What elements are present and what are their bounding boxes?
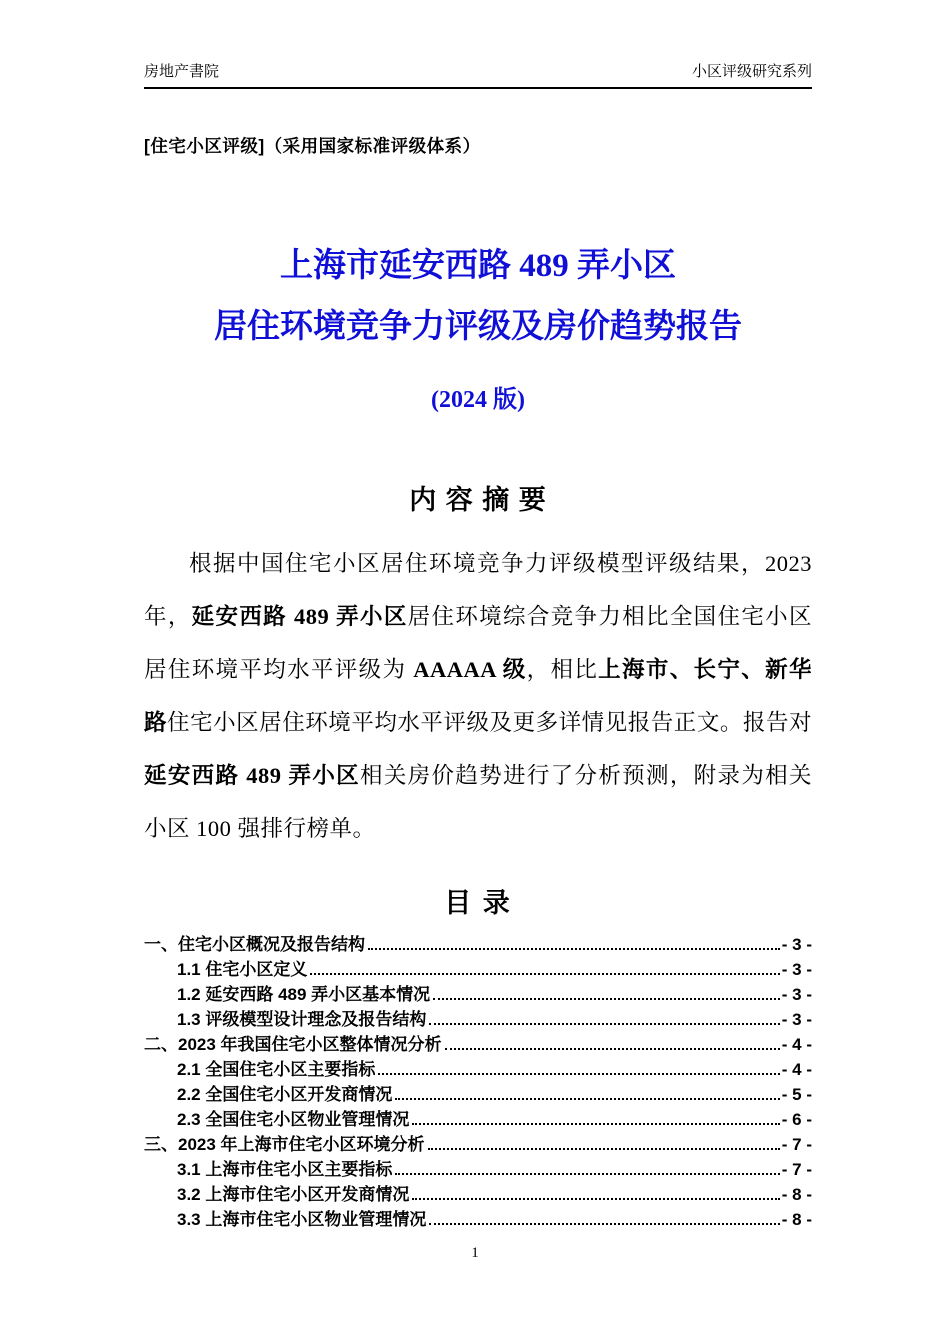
toc-heading: 目 录 [444,887,512,918]
report-type-label: [住宅小区评级]（采用国家标准评级体系） [144,136,481,156]
abstract-bold-segment: AAAAA 级 [413,656,527,682]
toc-entry[interactable] [144,932,812,957]
toc-dot-leader [445,1048,780,1050]
toc-entry[interactable] [144,1107,812,1132]
abstract-bold-segment: 延安西路 489 弄小区 [191,603,408,629]
toc-dot-leader [412,1198,779,1200]
toc-entry[interactable] [144,1157,812,1182]
toc-entry-label: 一、住宅小区概况及报告结构 [144,934,365,954]
toc-dot-leader [412,1123,779,1125]
toc-entry[interactable] [144,982,812,1007]
toc-entry-label: 1.1 住宅小区定义 [177,959,308,979]
toc-entry-page-number: - 8 - [781,1209,812,1229]
toc-entry-page-number: - 3 - [781,984,812,1004]
toc-dot-leader [433,998,780,1000]
toc-entry[interactable] [144,1082,812,1107]
toc-entry-page-number: - 3 - [781,1009,812,1029]
toc-dot-leader [428,1148,780,1150]
abstract-heading: 内 容 摘 要 [409,484,547,515]
toc-entry-page-number: - 7 - [781,1159,812,1179]
toc-entry-label: 三、2023 年上海市住宅小区环境分析 [144,1134,425,1154]
toc-dot-leader [395,1098,779,1100]
title-block [144,246,812,414]
toc-dot-leader [395,1173,779,1175]
abstract-text-segment: 根据中国住宅小区居住环境竞争力评级模型评级结果，2023 年， [144,550,812,629]
abstract-text-segment: 住宅小区居住环境平均水平评级及更多详情见报告正文。报告对 [167,709,812,735]
report-title-line1: 上海市延安西路 489 弄小区 [280,248,676,284]
toc-entry[interactable] [144,1207,812,1232]
toc-entry-label: 3.1 上海市住宅小区主要指标 [177,1159,393,1179]
toc-dot-leader [429,1023,779,1025]
toc-entry-label: 3.2 上海市住宅小区开发商情况 [177,1184,410,1204]
header-left-text: 房地产書院 [144,63,220,80]
toc-entry-label: 2.1 全国住宅小区主要指标 [177,1059,376,1079]
toc-list [144,932,812,1232]
toc-entry[interactable] [144,1182,812,1207]
toc-entry[interactable] [144,1007,812,1032]
toc-entry-page-number: - 5 - [781,1084,812,1104]
toc-entry-label: 3.3 上海市住宅小区物业管理情况 [177,1209,427,1229]
abstract-bold-segment: 延安西路 489 弄小区 [144,762,360,788]
report-title-line2: 居住环境竞争力评级及房价趋势报告 [214,309,742,346]
toc-dot-leader [378,1073,779,1075]
abstract-text-segment: 居住环境综合竞争力相比全国住宅小区居住环境平均水平评级为 [144,603,812,682]
abstract-bold-segment: 上海市、长宁、新华路 [144,656,812,735]
page-number: 1 [471,1245,479,1261]
abstract-text-segment: 相关房价趋势进行了分析预测，附录为相关小区 100 强排行榜单。 [144,762,812,841]
toc-entry-page-number: - 6 - [781,1109,812,1129]
toc-entry-page-number: - 3 - [781,934,812,954]
toc-entry-page-number: - 4 - [781,1059,812,1079]
toc-entry-label: 1.3 评级模型设计理念及报告结构 [177,1009,427,1029]
header-rule [144,87,812,89]
toc-entry-label: 2.2 全国住宅小区开发商情况 [177,1084,393,1104]
toc-dot-leader [368,948,780,950]
toc-entry-label: 二、2023 年我国住宅小区整体情况分析 [144,1034,442,1054]
toc-entry[interactable] [144,957,812,982]
toc-entry-page-number: - 4 - [781,1034,812,1054]
toc-dot-leader [429,1223,779,1225]
toc-entry-label: 2.3 全国住宅小区物业管理情况 [177,1109,410,1129]
toc-entry[interactable] [144,1057,812,1082]
toc-dot-leader [310,973,779,975]
toc-entry-page-number: - 8 - [781,1184,812,1204]
abstract-text-segment: ，相比 [526,656,599,682]
toc-entry-label: 1.2 延安西路 489 弄小区基本情况 [177,984,431,1004]
page-header [144,62,812,82]
abstract-paragraph [144,537,812,855]
toc-entry[interactable] [144,1032,812,1057]
header-right-text: 小区评级研究系列 [691,63,812,80]
toc-entry-page-number: - 3 - [781,959,812,979]
toc-entry[interactable] [144,1132,812,1157]
toc-entry-page-number: - 7 - [781,1134,812,1154]
report-title-edition: (2024 版) [431,386,525,413]
